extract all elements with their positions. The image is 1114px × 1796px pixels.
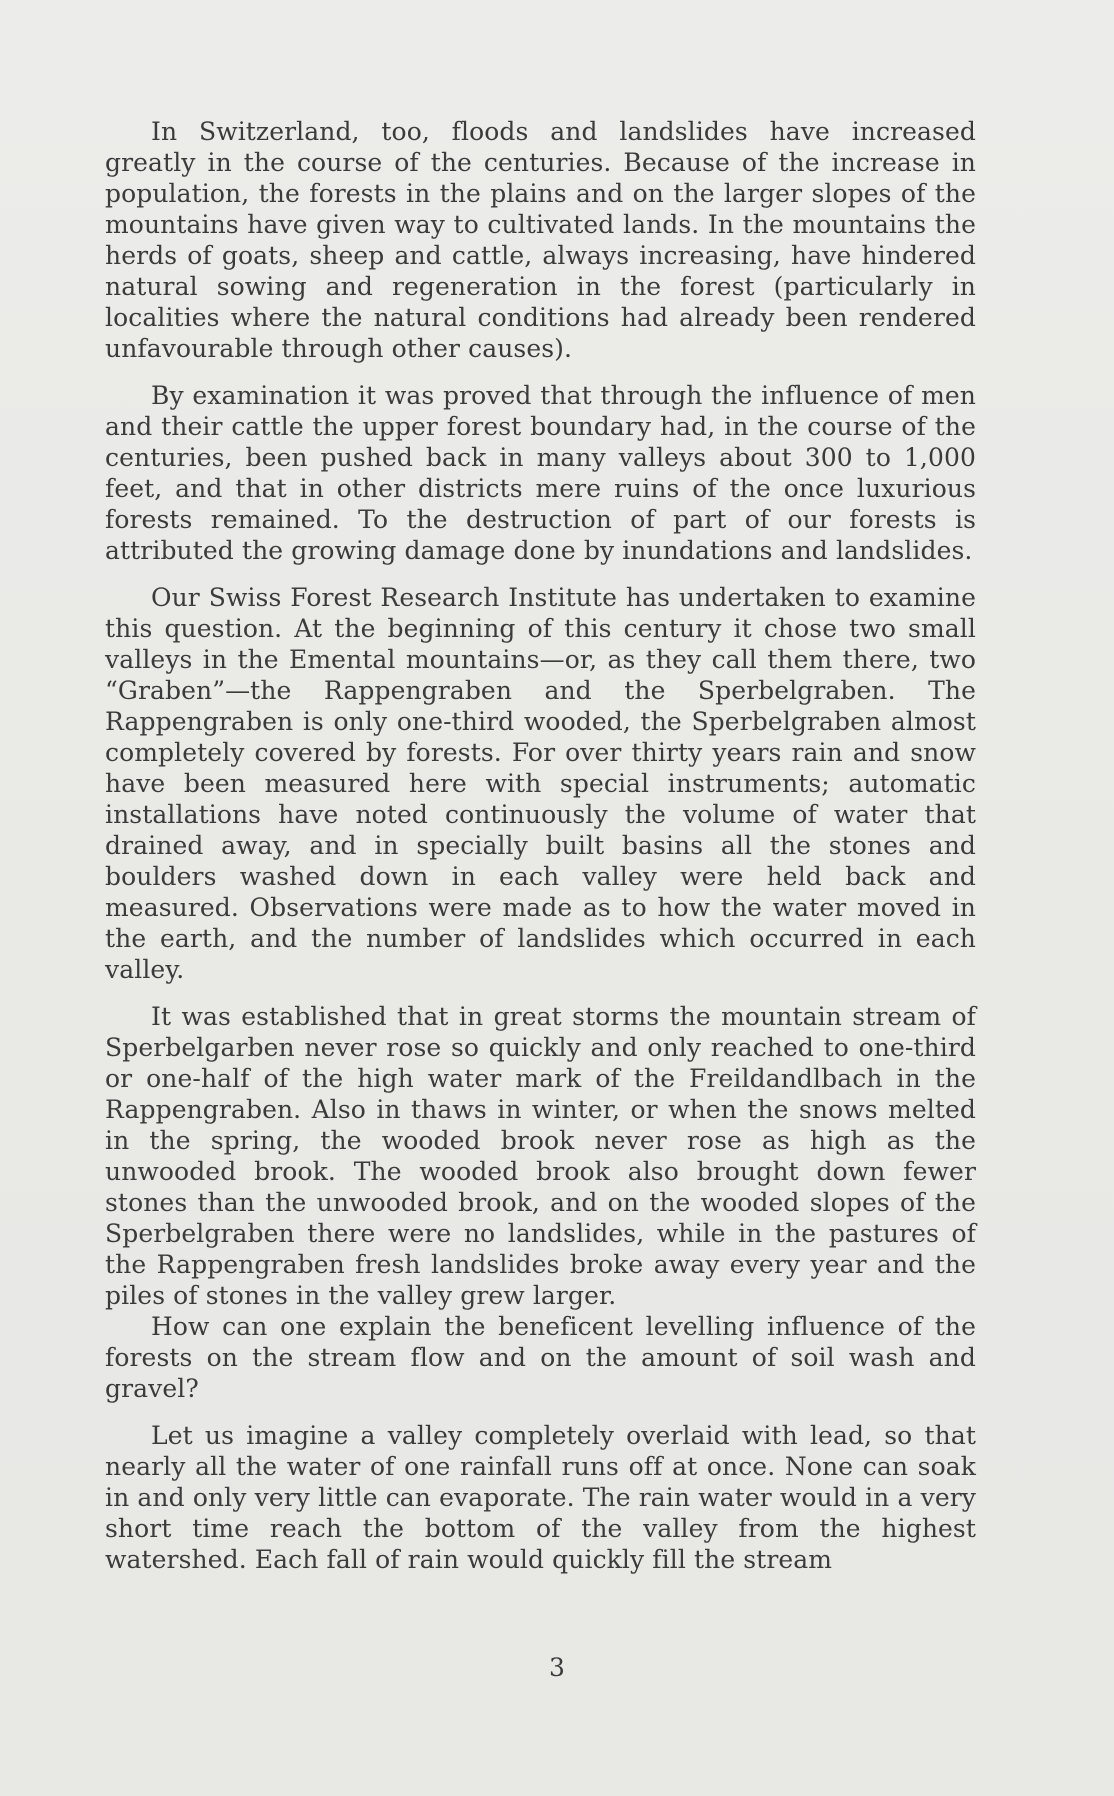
paragraph: Let us imagine a valley completely overlaid with lead, so that nearly all the water of one rainfall runs off at once. None can soak in and only very little can evaporate. The rain water would in a very short time reach the bottom of the valley from the highest watershed. Each fall of rain would quickly fill the stream (105, 1421, 976, 1574)
body-text (105, 116, 976, 1591)
paragraph: It was established that in great storms the mountain stream of Sperbelgarben never rose so quickly and only reached to one-third or one-half of the high water mark of the Freildandlbach in the Rappengraben. Also in thaws in winter, or when the snows melted in the spring, the wooded brook never rose as high as the unwooded brook. The wooded brook also brought down fewer stones than the unwooded brook, and on the wooded slopes of the Sperbelgraben there were no landslides, while in the pastures of the Rappengraben fresh landslides broke away every year and the piles of stones in the valley grew larger. (105, 1002, 976, 1310)
paragraph: How can one explain the beneficent levelling influence of the forests on the stream flow and on the amount of soil wash and gravel? (105, 1312, 976, 1403)
paragraph: In Switzerland, too, floods and landslides have increased greatly in the course of the centuries. Because of the increase in population, the forests in the plains and on the larger slopes of the mountains have given way to cultivated lands. In the mountains the herds of goats, sheep and cattle, always increasing, have hindered natural sowing and regeneration in the forest (particularly in localities where the natural conditions had already been rendered unfavourable through other causes). (105, 117, 976, 363)
paragraph: Our Swiss Forest Research Institute has undertaken to examine this question. At the beginning of this century it chose two small valleys in the Emental mountains—or, as they call them there, two “Graben”—the Rappengraben and the Sperbelgraben. The Rappengraben is only one-third wooded, the Sperbelgraben almost completely covered by forests. For over thirty years rain and snow have been measured here with special instruments; automatic installations have noted continuously the volume of water that drained away, and in specially built basins all the stones and boulders washed down in each valley were held back and measured. Observations were made as to how the water moved in the earth, and the number of landslides which occurred in each valley. (105, 583, 976, 984)
paragraph: By examination it was proved that through the influence of men and their cattle the upper forest boundary had, in the course of the centuries, been pushed back in many valleys about 300 to 1,000 feet, and that in other districts mere ruins of the once luxurious forests remained. To the destruction of part of our forests is attributed the growing damage done by inundations and landslides. (105, 381, 976, 565)
page-number: 3 (549, 1653, 565, 1682)
